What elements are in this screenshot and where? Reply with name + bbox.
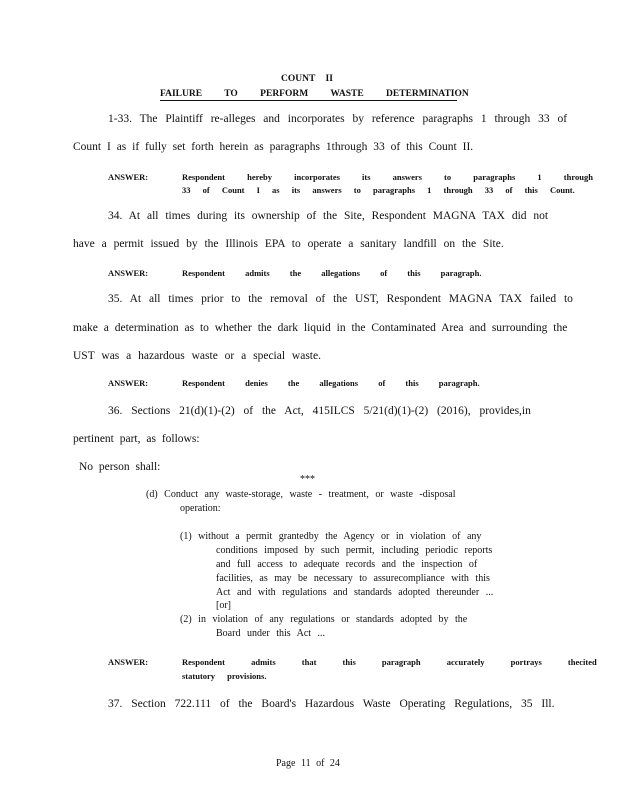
- quote-intro: No person shall:: [79, 461, 161, 473]
- count-heading: COUNT II: [281, 74, 333, 84]
- paragraph-35-line3: UST was a hazardous waste or a special waste.: [73, 350, 321, 362]
- quote-item-1-line6: [or]: [216, 600, 231, 611]
- quote-item-1-line4: facilities, as may be necessary to assurecompliance with this: [216, 573, 490, 584]
- quote-item-1-line1: (1) without a permit grantedby the Agency or in violation of any: [180, 531, 482, 542]
- quote-item-1-line5: Act and with regulations and standards adopted thereunder ...: [216, 587, 494, 598]
- paragraph-1-33-line2: Count I as if fully set forth herein as paragraphs 1through 33 of this Count II.: [73, 141, 474, 153]
- quote-d-line1: (d) Conduct any waste-storage, waste - treatment, or waste -disposal: [146, 489, 456, 500]
- answer-34-text: Respondent admits the allegations of this paragraph.: [182, 268, 482, 278]
- quote-d-line2: operation:: [180, 503, 221, 514]
- quote-item-2-line1: (2) in violation of any regulations or standards adopted by the: [180, 614, 468, 625]
- paragraph-34-line1: 34. At all times during its ownership of the Site, Respondent MAGNA TAX did not: [108, 210, 549, 222]
- answer-36-line2: statutory provisions.: [182, 671, 267, 681]
- answer-label: ANSWER:: [108, 172, 149, 182]
- paragraph-37-line1: 37. Section 722.111 of the Board's Hazardous Waste Operating Regulations, 35 Ill.: [108, 698, 555, 710]
- answer-label: ANSWER:: [108, 268, 149, 278]
- count-subtitle: FAILURE TO PERFORM WASTE DETERMINATION: [160, 89, 469, 99]
- paragraph-36-line2: pertinent part, as follows:: [73, 433, 200, 445]
- page-number: Page 11 of 24: [276, 758, 340, 769]
- answer-35-text: Respondent denies the allegations of this paragraph.: [182, 378, 480, 388]
- quote-stars: ***: [300, 474, 315, 485]
- paragraph-35-line2: make a determination as to whether the dark liquid in the Contaminated Area and surrounding the: [73, 322, 568, 334]
- answer-label: ANSWER:: [108, 378, 149, 388]
- paragraph-1-33-line1: 1-33. The Plaintiff re-alleges and incorporates by reference paragraphs 1 through 33 of: [108, 113, 568, 125]
- answer-label: ANSWER:: [108, 657, 149, 667]
- answer-1-line1: Respondent hereby incorporates its answers to paragraphs 1 through: [182, 172, 593, 182]
- quote-item-1-line3: and full access to adequate records and the inspection of: [216, 559, 478, 570]
- paragraph-36-line1: 36. Sections 21(d)(1)-(2) of the Act, 415ILCS 5/21(d)(1)-(2) (2016), provides,in: [108, 405, 531, 417]
- paragraph-35-line1: 35. At all times prior to the removal of the UST, Respondent MAGNA TAX failed to: [108, 293, 573, 305]
- answer-1-line2: 33 of Count I as its answers to paragraphs 1 through 33 of this Count.: [182, 185, 575, 195]
- quote-item-2-line2: Board under this Act ...: [216, 628, 326, 639]
- paragraph-34-line2: have a permit issued by the Illinois EPA to operate a sanitary landfill on the Site.: [73, 238, 504, 250]
- quote-item-1-line2: conditions imposed by such permit, including periodic reports: [216, 545, 493, 556]
- heading-underline: [160, 100, 457, 101]
- answer-36-line1: Respondent admits that this paragraph accurately portrays thecited: [182, 657, 597, 667]
